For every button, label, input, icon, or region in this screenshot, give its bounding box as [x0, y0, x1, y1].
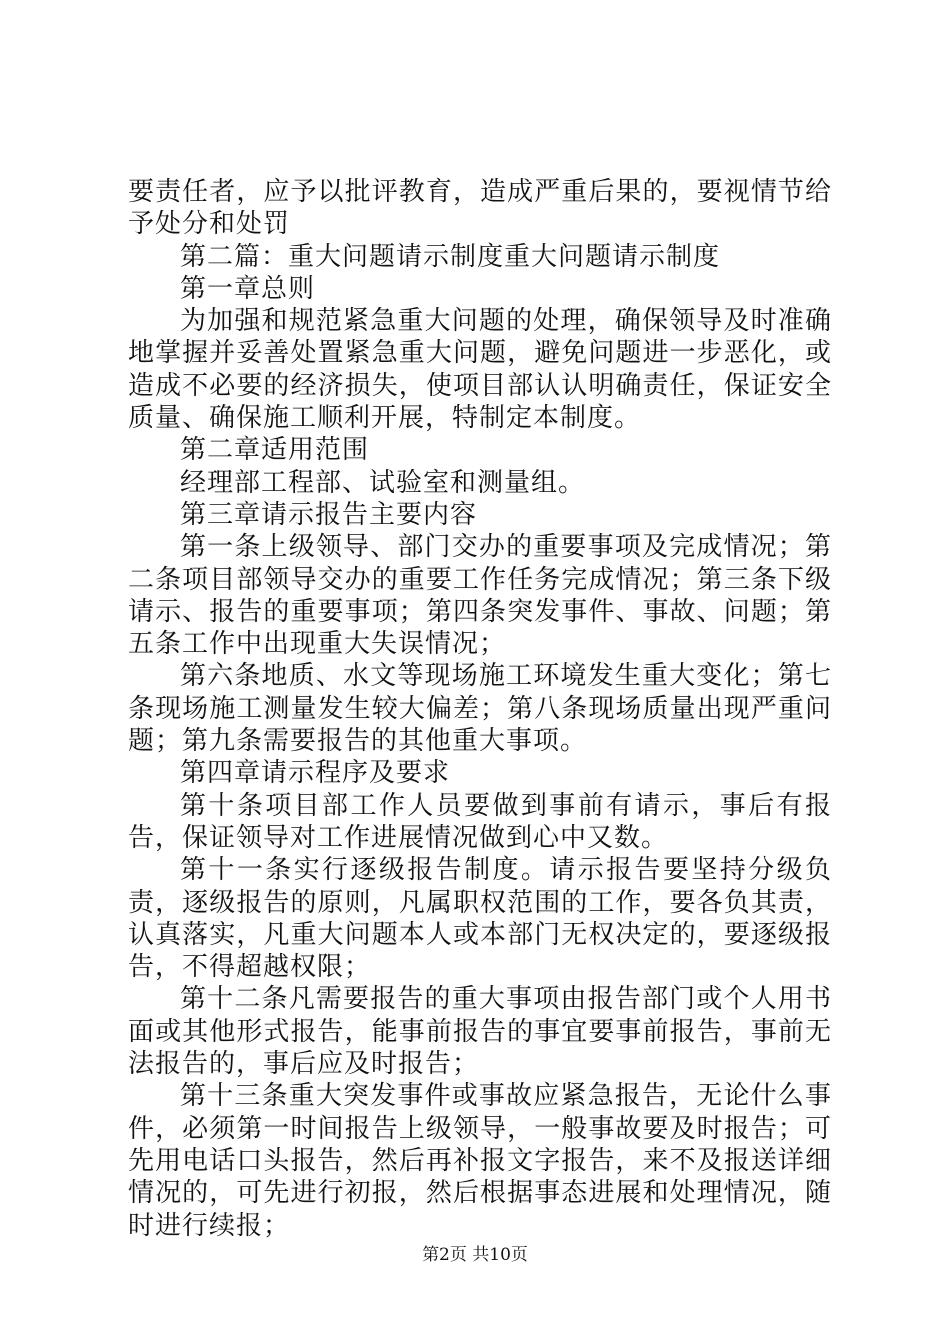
paragraph-article-13: 第十三条重大突发事件或事故应紧急报告，无论什么事件，必须第一时间报告上级领导，一般事故要及时报告；可先用电话口头报告，然后再补报文字报告，来不及报送详细情况的，可先进行初报，然后根据事态进展和处理情况，随时进行续报；: [128, 1081, 832, 1241]
paragraph-1: 要责任者，应予以批评教育，造成严重后果的，要视情节给予处分和处罚: [128, 177, 832, 240]
chapter-heading-2: 第二章适用范围: [180, 435, 370, 466]
paragraph-article-12: 第十二条凡需要报告的重大事项由报告部门或个人用书面或其他形式报告，能事前报告的事宜要事前报告，事前无法报告的，事后应及时报告；: [128, 984, 832, 1080]
chapter-heading-4: 第四章请示程序及要求: [180, 758, 451, 789]
paragraph-articles-6-9: 第六条地质、水文等现场施工环境发生重大变化；第七条现场施工测量发生较大偏差；第八条现场质量出现严重问题；第九条需要报告的其他重大事项。: [128, 661, 832, 757]
chapter-heading-3: 第三章请示报告主要内容: [180, 499, 478, 530]
page-footer: 第2页 共10页: [422, 1245, 528, 1265]
paragraph-article-11: 第十一条实行逐级报告制度。请示报告要坚持分级负责，逐级报告的原则，凡属职权范围的工作，要各负其责，认真落实，凡重大问题本人或本部门无权决定的，要逐级报告，不得超越权限；: [128, 855, 832, 983]
section-title-part-two: 第二篇：重大问题请示制度重大问题请示制度: [180, 241, 721, 272]
paragraph-scope: 经理部工程部、试验室和测量组。: [180, 467, 586, 498]
paragraph-purpose: 为加强和规范紧急重大问题的处理，确保领导及时准确地掌握并妥善处置紧急重大问题，避免问题进一步恶化，或造成不必要的经济损失，使项目部认认明确责任，保证安全质量、确保施工顺利开展，特制定本制度。: [128, 306, 832, 434]
chapter-heading-1: 第一章总则: [180, 273, 316, 304]
paragraph-article-10: 第十条项目部工作人员要做到事前有请示，事后有报告，保证领导对工作进展情况做到心中又数。: [128, 790, 832, 853]
paragraph-articles-1-5: 第一条上级领导、部门交办的重要事项及完成情况；第二条项目部领导交办的重要工作任务完成情况；第三条下级请示、报告的重要事项；第四条突发事件、事故、问题；第五条工作中出现重大失误情况；: [128, 532, 832, 660]
document-body: [128, 176, 832, 1242]
